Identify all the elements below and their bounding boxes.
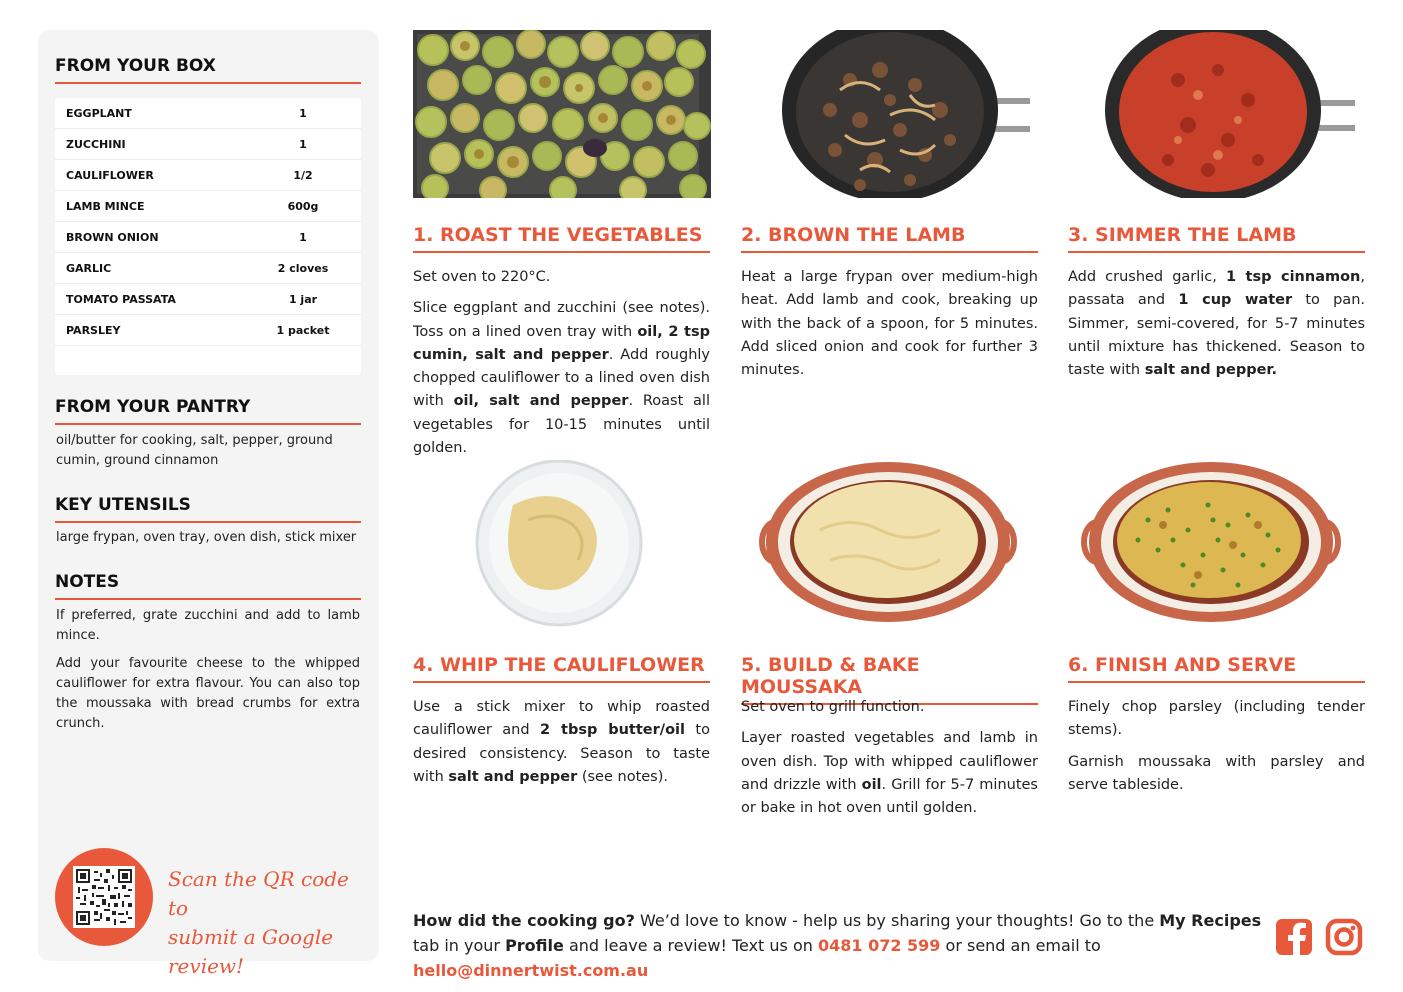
step-5-photo xyxy=(740,460,1038,628)
ingredient-qty: 1/2 xyxy=(293,168,313,182)
table-row xyxy=(55,98,361,129)
ingredient-name: EGGPLANT xyxy=(66,106,132,120)
table-row xyxy=(55,253,361,284)
note-1: If preferred, grate zucchini and add to lamb mince. xyxy=(56,608,360,643)
instagram-icon[interactable] xyxy=(1325,918,1363,956)
note-2: Add your favourite cheese to the whipped cauliflower for extra flavour. You can also top the moussaka with bread crumbs for extra crunch. xyxy=(56,656,360,731)
qr-caption xyxy=(168,865,368,981)
step-2-body xyxy=(741,266,1038,390)
step-6-para-1: Finely chop parsley (including tender stems). xyxy=(1068,699,1365,739)
step-1-para-2: Slice eggplant and zucchini (see notes). Toss on a lined oven tray with oil, 2 tsp cumin, salt and pepper. Add roughly chopped cauliflower to a lined oven dish with oil, salt and pepper. Roast all vegetables for 10-15 minutes until golden. xyxy=(413,300,711,457)
notes-heading: NOTES xyxy=(55,572,361,600)
step-1-para-1: Set oven to 220°C. xyxy=(413,269,551,285)
box-heading: FROM YOUR BOX xyxy=(55,56,361,84)
qr-caption-line-2: submit a Google review! xyxy=(168,925,334,978)
step-4-para-1: Use a stick mixer to whip roasted cauliflower and 2 tbsp butter/oil to desired consistency. Season to taste with salt and pepper (see notes). xyxy=(413,699,710,785)
table-row xyxy=(55,222,361,253)
ingredient-name: ZUCCHINI xyxy=(66,137,126,151)
table-row xyxy=(55,160,361,191)
step-5-para-1: Set oven to grill function. xyxy=(741,699,925,715)
footer-feedback: How did the cooking go? We’d love to know - help us by sharing your thoughts! Go to the My Recipes tab in your Profile and leave a review! Text us on 0481 072 599 or send an email to hello@dinnertwist.com.au xyxy=(413,911,1262,980)
step-2-photo xyxy=(740,30,1038,198)
step-3-para-1: Add crushed garlic, 1 tsp cinnamon, passata and 1 cup water to pan. Simmer, semi-covered, for 5-7 minutes until mixture has thickened. Season to taste with salt and pepper. xyxy=(1068,269,1365,379)
utensils-text: large frypan, oven tray, oven dish, stick mixer xyxy=(56,530,357,545)
step-4-photo xyxy=(413,460,711,628)
utensils-heading: KEY UTENSILS xyxy=(55,495,361,523)
table-row xyxy=(55,284,361,315)
step-1-photo xyxy=(413,30,711,198)
ingredient-name: TOMATO PASSATA xyxy=(66,292,176,306)
ingredient-qty: 1 xyxy=(299,106,307,120)
step-5-para-2: Layer roasted vegetables and lamb in oven dish. Top with whipped cauliflower and drizzle with oil. Grill for 5-7 minutes or bake in hot oven until golden. xyxy=(741,730,1038,817)
qr-caption-line-1: Scan the QR code to xyxy=(168,867,349,920)
ingredients-table xyxy=(55,98,361,375)
step-4-body xyxy=(413,696,710,797)
ingredient-qty: 1 xyxy=(299,137,307,151)
ingredient-name: GARLIC xyxy=(66,261,112,275)
sidebar xyxy=(38,30,379,978)
step-5-title: 5. BUILD & BAKE MOUSSAKA xyxy=(741,654,1038,705)
profile-link[interactable]: Profile xyxy=(505,936,564,955)
ingredient-qty: 1 xyxy=(299,230,307,244)
step-5-body xyxy=(741,696,1038,828)
table-row xyxy=(55,315,361,346)
my-recipes-link[interactable]: My Recipes xyxy=(1159,911,1262,930)
step-3-title: 3. SIMMER THE LAMB xyxy=(1068,224,1365,253)
step-6-para-2: Garnish moussaka with parsley and serve tableside. xyxy=(1068,753,1365,793)
step-3-photo xyxy=(1068,30,1366,198)
qr-code-icon xyxy=(73,866,135,928)
ingredient-name: PARSLEY xyxy=(66,323,121,337)
ingredient-name: LAMB MINCE xyxy=(66,199,145,213)
step-6-photo xyxy=(1068,460,1366,628)
step-1-title: 1. ROAST THE VEGETABLES xyxy=(413,224,710,253)
table-row xyxy=(55,129,361,160)
ingredient-name: CAULIFLOWER xyxy=(66,168,154,182)
footer-lead: How did the cooking go? xyxy=(413,911,635,930)
qr-code[interactable] xyxy=(55,848,153,946)
step-1-body xyxy=(413,266,710,468)
ingredient-name: BROWN ONION xyxy=(66,230,159,244)
step-3-body xyxy=(1068,266,1365,390)
table-row xyxy=(55,191,361,222)
step-4-title: 4. WHIP THE CAULIFLOWER xyxy=(413,654,710,683)
ingredient-qty: 600g xyxy=(287,199,319,213)
phone-link[interactable]: 0481 072 599 xyxy=(817,936,941,955)
step-6-title: 6. FINISH AND SERVE xyxy=(1068,654,1365,683)
email-link[interactable]: hello@dinnertwist.com.au xyxy=(413,961,649,980)
pantry-heading: FROM YOUR PANTRY xyxy=(55,397,361,425)
facebook-icon[interactable] xyxy=(1275,918,1313,956)
step-2-title: 2. BROWN THE LAMB xyxy=(741,224,1038,253)
ingredient-qty: 2 cloves xyxy=(277,261,329,275)
pantry-text: oil/butter for cooking, salt, pepper, ground cumin, ground cinnamon xyxy=(56,433,333,468)
ingredient-qty: 1 packet xyxy=(276,323,330,337)
step-6-body xyxy=(1068,696,1365,805)
ingredient-qty: 1 jar xyxy=(288,292,318,306)
step-2-para-1: Heat a large frypan over medium-high heat. Add lamb and cook, breaking up with the back of a spoon, for 5 minutes. Add sliced onion and cook for further 3 minutes. xyxy=(741,269,1038,379)
